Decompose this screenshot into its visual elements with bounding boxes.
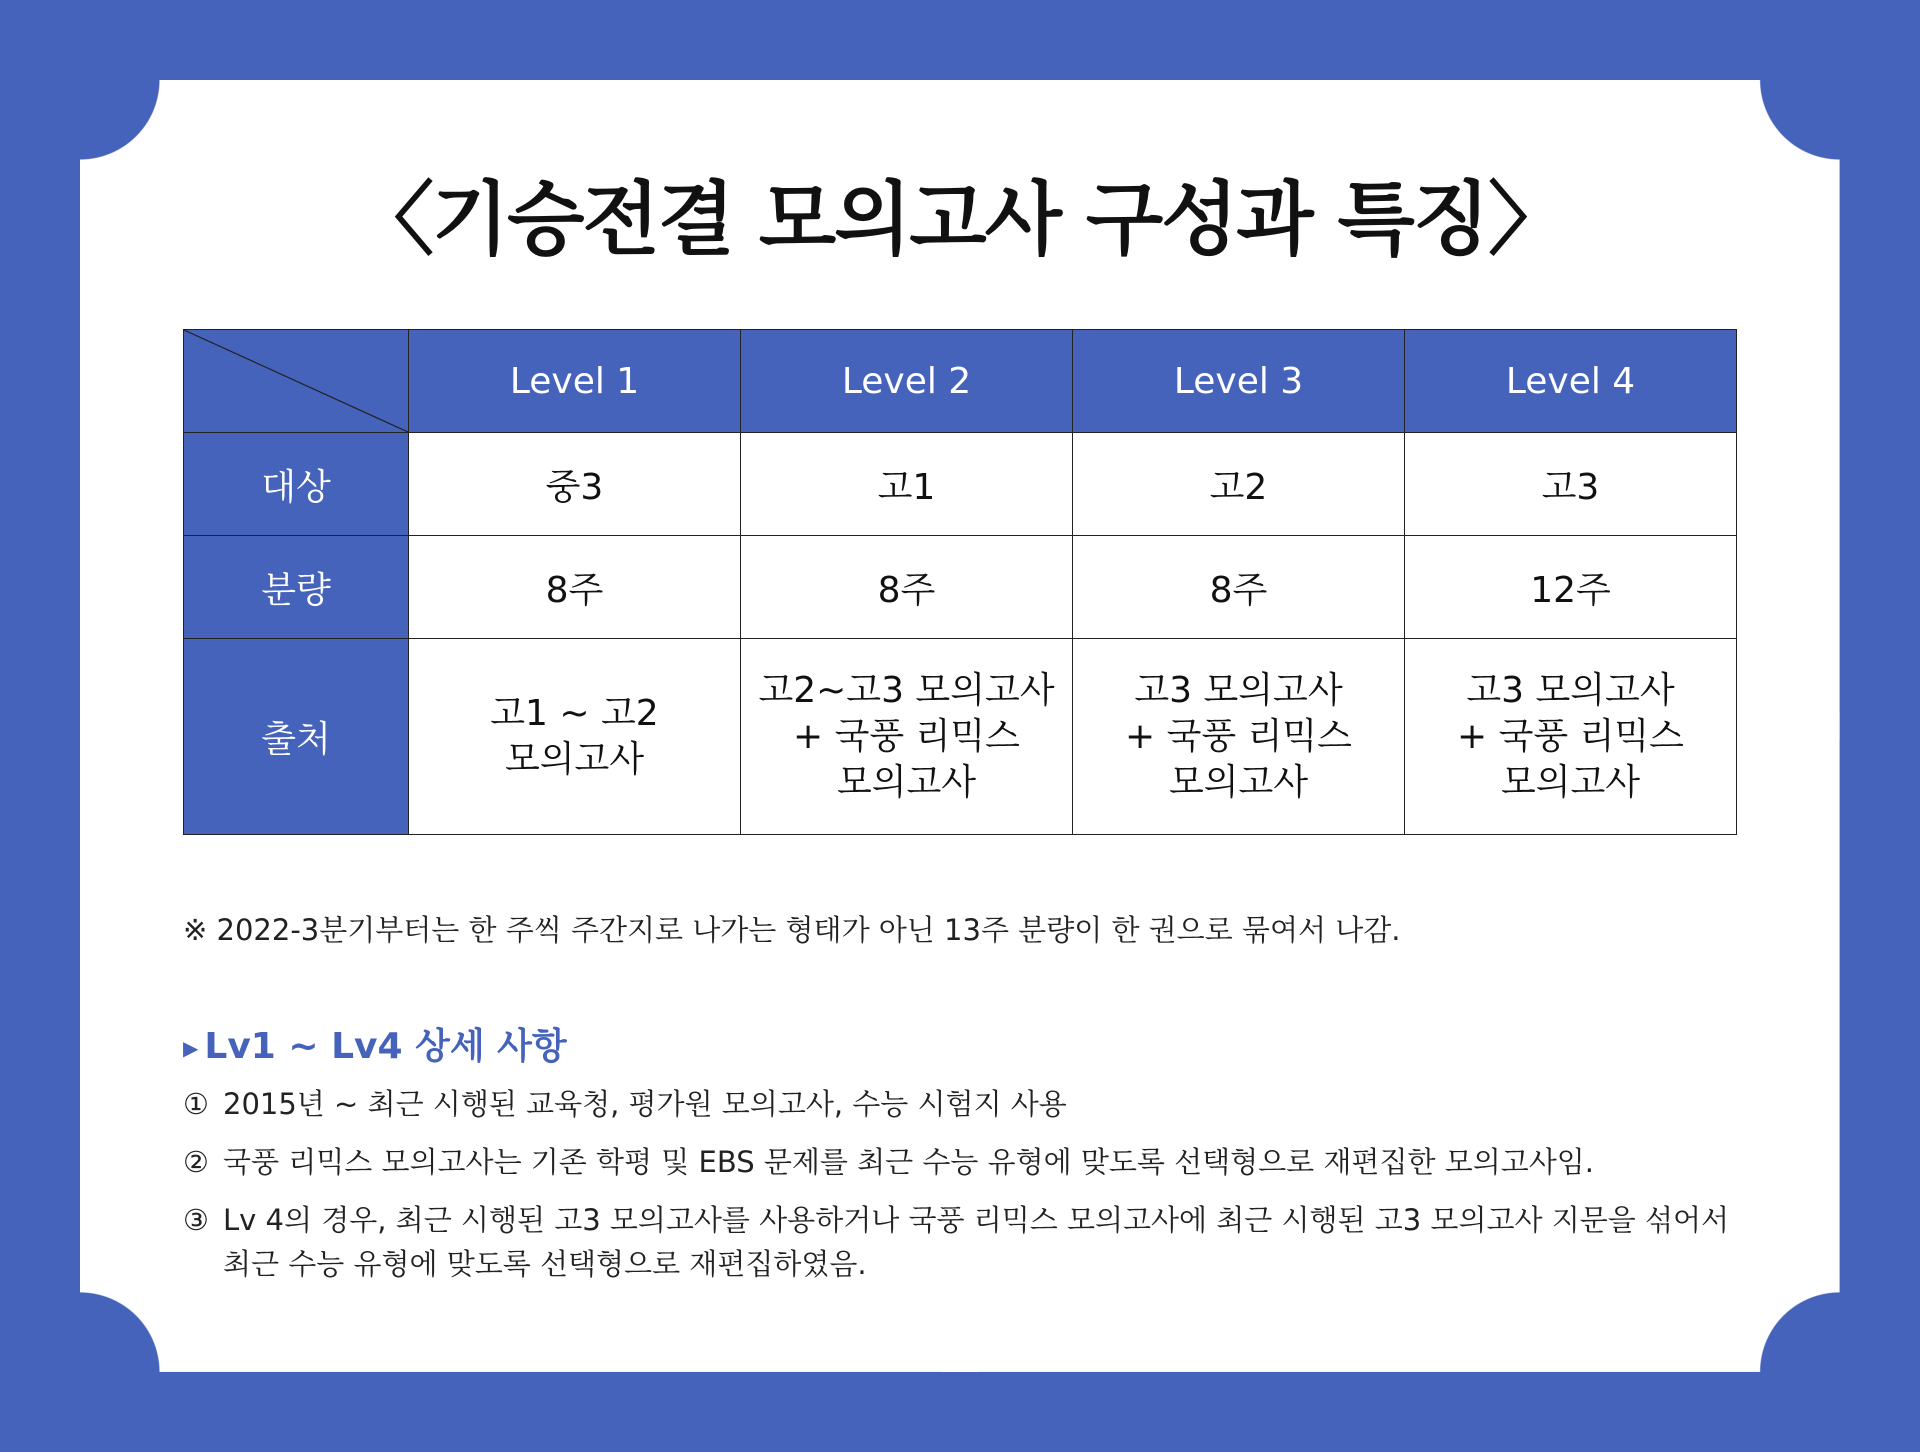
section-heading	[183, 1018, 567, 1069]
item-text: Lv 4의 경우, 최근 시행된 고3 모의고사를 사용하거나 국풍 리믹스 모의고사에 최근 시행된 고3 모의고사 지문을 섞어서 최근 수능 유형에 맞도록 선택형으로 재편집하였음.	[223, 1203, 1730, 1281]
table-cell: 8주	[1073, 536, 1405, 639]
item-number: ③	[183, 1203, 209, 1237]
item-text: 2015년 ~ 최근 시행된 교육청, 평가원 모의고사, 수능 시험지 사용	[223, 1087, 1067, 1121]
page-title: 〈기승전결 모의고사 구성과 특징〉	[353, 173, 1567, 266]
cell-line: 모의고사	[504, 738, 645, 780]
cell-line: 모의고사	[1500, 761, 1641, 803]
table-row	[184, 639, 1737, 835]
cell-line: 모의고사	[1168, 761, 1309, 803]
list-item	[183, 1082, 1743, 1126]
section-title: Lv1 ~ Lv4 상세 사항	[204, 1026, 567, 1067]
table-row	[184, 536, 1737, 639]
cell-line: + 국풍 리믹스	[1125, 715, 1352, 757]
table-cell	[409, 639, 741, 835]
table-row	[184, 433, 1737, 536]
row-header: 출처	[184, 639, 409, 835]
cell-line: + 국풍 리믹스	[793, 715, 1020, 757]
item-number: ①	[183, 1087, 209, 1121]
detail-list	[183, 1082, 1743, 1300]
cell-line: 모의고사	[836, 761, 977, 803]
cell-line: 고3 모의고사	[1466, 669, 1675, 711]
column-header: Level 1	[409, 330, 741, 433]
footnote: ※ 2022-3분기부터는 한 주씩 주간지로 나가는 형태가 아닌 13주 분량이 한 권으로 묶여서 나감.	[183, 913, 1401, 947]
table-cell: 고3	[1405, 433, 1737, 536]
row-header: 분량	[184, 536, 409, 639]
item-number: ②	[183, 1145, 209, 1179]
table-cell: 고1	[741, 433, 1073, 536]
table-cell	[741, 639, 1073, 835]
cell-line: 고3 모의고사	[1134, 669, 1343, 711]
cell-line: + 국풍 리믹스	[1457, 715, 1684, 757]
table-cell: 중3	[409, 433, 741, 536]
list-item	[183, 1140, 1743, 1184]
list-item	[183, 1198, 1743, 1286]
corner-cell	[184, 330, 409, 433]
table-cell	[1405, 639, 1737, 835]
table-header-row	[184, 330, 1737, 433]
table-cell: 고2	[1073, 433, 1405, 536]
column-header: Level 4	[1405, 330, 1737, 433]
item-text: 국풍 리믹스 모의고사는 기존 학평 및 EBS 문제를 최근 수능 유형에 맞도록 선택형으로 재편집한 모의고사임.	[223, 1145, 1594, 1179]
column-header: Level 2	[741, 330, 1073, 433]
diagonal-line	[184, 330, 408, 432]
cell-line: 고2~고3 모의고사	[758, 669, 1055, 711]
triangle-bullet-icon: ▶	[183, 1036, 199, 1060]
table-cell	[1073, 639, 1405, 835]
level-table	[183, 329, 1737, 835]
column-header: Level 3	[1073, 330, 1405, 433]
row-header: 대상	[184, 433, 409, 536]
table-cell: 8주	[409, 536, 741, 639]
table-cell: 12주	[1405, 536, 1737, 639]
table-cell: 8주	[741, 536, 1073, 639]
cell-line: 고1 ~ 고2	[490, 692, 659, 734]
